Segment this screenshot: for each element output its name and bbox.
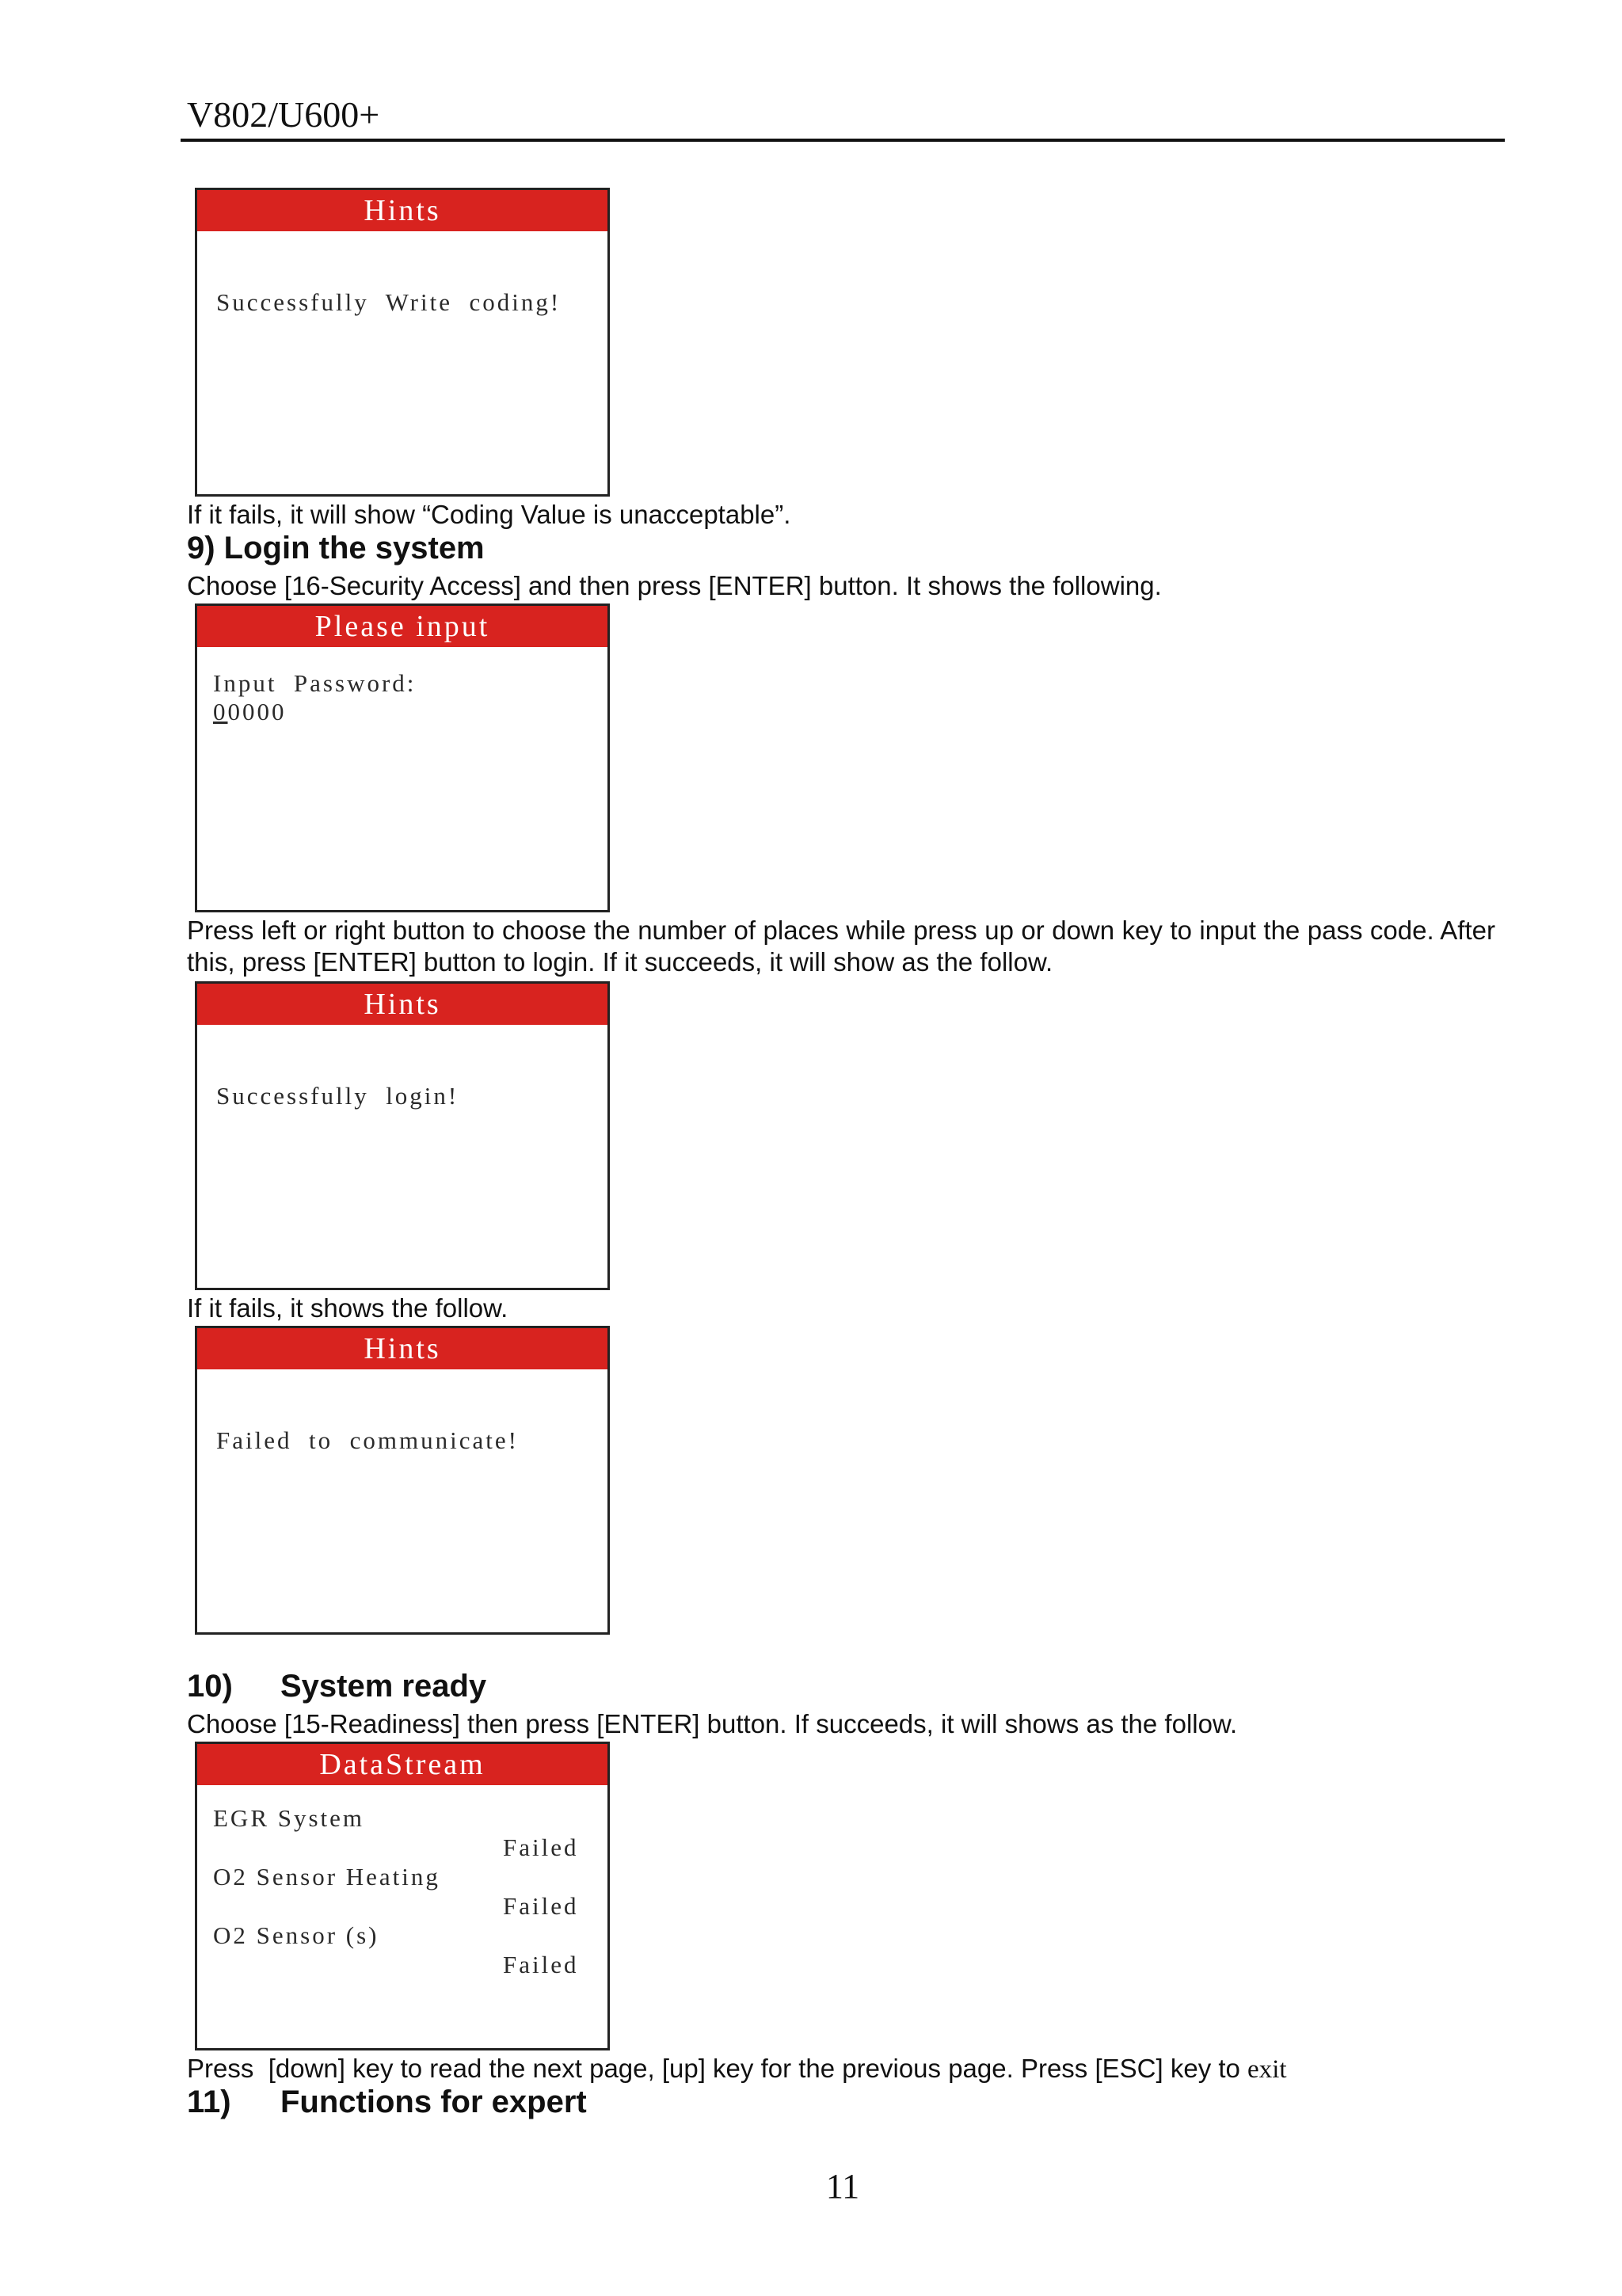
password-label: Input Password: [213,669,417,697]
datastream-item-name: EGR System [213,1804,365,1832]
screen-communication-failed [195,1326,610,1635]
section-title: Functions for expert [280,2085,587,2119]
datastream-item-status: Failed [503,1833,579,1861]
section-heading-login: 9) Login the system [187,531,485,565]
section-heading-system-ready [187,1669,486,1704]
readiness-intro-text: Choose [15-Readiness] then press [ENTER] button. If succeeds, it will shows as the follow. [187,1709,1238,1738]
screen-title: Hints [197,984,607,1025]
screen-password-input [195,604,610,912]
screen-title: DataStream [197,1744,607,1785]
datastream-item-name: O2 Sensor Heating [213,1863,440,1890]
navigation-help-main: Press [down] key to read the next page, [up] key for the previous page. Press [ESC] key to [187,2054,1248,2083]
screen-title: Hints [197,190,607,231]
password-cursor-digit: 0 [213,698,228,725]
coding-fail-note: If it fails, it will show “Coding Value is unacceptable”. [187,500,791,529]
section-title: System ready [280,1669,487,1704]
section-number: 11) [187,2085,231,2119]
login-fail-note: If it fails, it shows the follow. [187,1293,508,1323]
section-number: 10) [187,1669,233,1704]
screen-write-coding-success [195,188,610,497]
screen-message: Successfully login! [216,1082,459,1110]
screen-title: Hints [197,1328,607,1369]
login-intro-text: Choose [16-Security Access] and then press [ENTER] button. It shows the following. [187,571,1162,600]
password-value [213,698,287,726]
section-heading-functions-expert [187,2085,587,2120]
datastream-item-name: O2 Sensor (s) [213,1921,379,1949]
password-help-text: Press left or right button to choose the number of places while press up or down key to input the pass code. After this, press [ENTER] button to login. If it succeeds, it will show as the follow. [187,916,1495,977]
navigation-help-exit-word: exit [1247,2055,1287,2084]
datastream-item-status: Failed [503,1892,579,1920]
screen-title: Please input [197,606,607,647]
document-header-title: V802/U600+ [187,94,380,135]
page-number: 11 [825,2167,860,2206]
screen-datastream [195,1742,610,2050]
header-divider [181,139,1505,142]
password-remaining-digits: 0000 [227,698,287,725]
navigation-help-text [187,2053,1287,2085]
screen-login-success [195,981,610,1290]
screen-message: Failed to communicate! [216,1426,519,1454]
screen-message: Successfully Write coding! [216,288,562,316]
datastream-item-status: Failed [503,1951,579,1978]
